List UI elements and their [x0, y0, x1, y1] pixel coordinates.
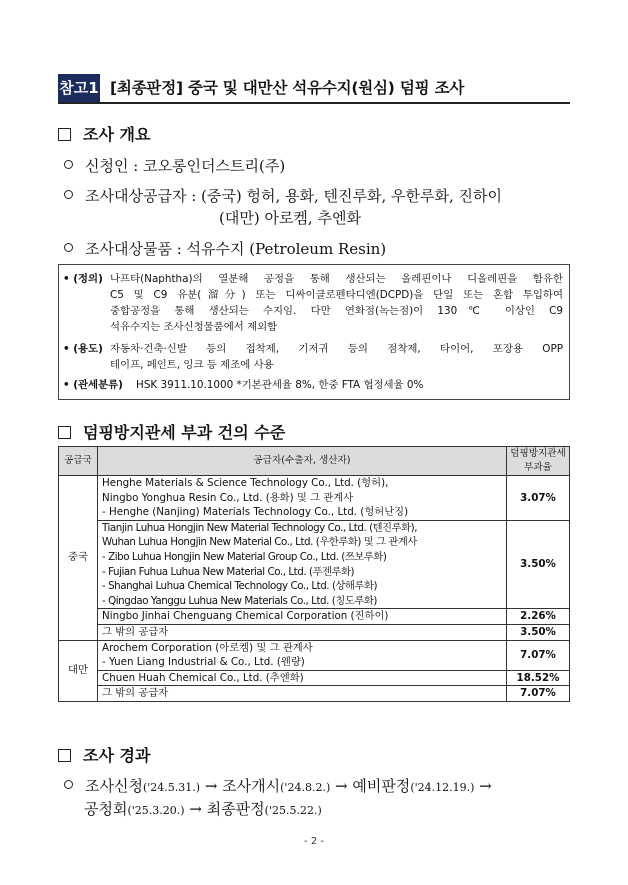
- section-heading-text: 조사 경과: [83, 746, 151, 765]
- supplier-line: - Henghe (Nanjing) Materials Technology Co., Ltd. (헝허난징): [102, 506, 409, 519]
- table-row: [59, 624, 570, 640]
- supplier-line: Chuen Huah Chemical Co., Ltd. (추엔화): [102, 671, 304, 684]
- table-row: [59, 686, 570, 702]
- table-row: [59, 476, 570, 521]
- supplier-cell: [98, 476, 507, 521]
- supplier-line: - Yuen Liang Industrial & Co., Ltd. (웬량): [102, 656, 305, 669]
- usage-line: 테이프, 페인트, 잉크 등 제조에 사용: [110, 359, 274, 371]
- supplier-line: Wuhan Luhua Hongjin New Material Co., Ltd. (우한루화) 및 그 관계사: [102, 536, 417, 549]
- progress-item: [64, 775, 492, 796]
- suppliers-text-line2: (대만) 아로켐, 추엔화: [219, 209, 361, 227]
- supplier-line: 그 밖의 공급자: [102, 687, 169, 700]
- supplier-cell: [98, 640, 507, 670]
- suppliers-text-line1: 조사대상공급자 : (중국) 헝허, 용화, 텐진루화, 우한루화, 진하이: [85, 187, 502, 205]
- table-row: [59, 609, 570, 625]
- supplier-cell: [98, 624, 507, 640]
- supplier-line: Henghe Materials & Science Technology Co., Ltd. (헝허),: [102, 477, 389, 489]
- table-header-row: [59, 447, 570, 476]
- tariff-line: HSK 3911.10.1000 *기본관세율 8%, 한중 FTA 협정세율 0%: [136, 379, 424, 391]
- supplier-cell: [98, 686, 507, 702]
- rate-cell: 3.50%: [507, 624, 570, 640]
- supplier-cell: [98, 520, 507, 609]
- definition-line: C5 및 C9 유분(溜分) 또는 디싸이클로펜타디엔(DCPD)을 단일 또는 혼합 투입하여: [110, 289, 563, 301]
- section-heading-progress: [58, 743, 150, 766]
- progress-step: → 예비판정: [330, 777, 411, 795]
- circle-bullet-icon: [64, 160, 73, 169]
- supplier-line: - Shanghai Luhua Chemical Technology Co., Ltd. (상해루화): [102, 580, 378, 593]
- header-rate-line1: 덤핑방지관세: [510, 448, 566, 459]
- header-supplier: 공급자(수출자, 생산자): [98, 447, 507, 476]
- definition-line: 석유수지는 조사신청물품에서 제외함: [110, 321, 278, 333]
- supplier-cell: [98, 609, 507, 625]
- supplier-line: - Qingdao Yanggu Luhua New Materials Co., Ltd. (칭도루화): [102, 594, 377, 607]
- supplier-line: Tianjin Luhua Hongjin New Material Technology Co., Ltd. (텐진루화),: [102, 521, 418, 534]
- progress-step: 공청회: [84, 800, 128, 818]
- table-row: [59, 640, 570, 670]
- header-rate-line2: 부과율: [524, 462, 552, 473]
- section-heading-duty-level: [58, 420, 285, 443]
- reference-tag: 참고1: [58, 74, 100, 102]
- square-bullet-icon: [58, 426, 71, 439]
- table-row: [59, 670, 570, 686]
- rate-cell: 2.26%: [507, 609, 570, 625]
- supplier-line: 그 밖의 공급자: [102, 625, 169, 638]
- header-rate: [507, 447, 570, 476]
- progress-step: → 최종판정: [184, 800, 265, 818]
- section-heading-text: 조사 개요: [83, 125, 151, 144]
- definition-line: 중합공정을 통해 생산되는 수지임. 다만 연화점(녹는점)이 130℃ 이상인 C9: [110, 305, 563, 317]
- progress-date: ('24.8.2.): [280, 781, 331, 794]
- circle-bullet-icon: [64, 243, 73, 252]
- supplier-line: Ningbo Jinhai Chenguang Chemical Corporation (진하이): [102, 610, 389, 623]
- anti-dumping-duty-table: [58, 446, 570, 702]
- rate-cell: 7.07%: [507, 640, 570, 670]
- supplier-line: - Fujian Fuhua Luhua New Material Co., Ltd. (푸젠루화): [102, 565, 355, 578]
- usage-line: 자동차·건축·신발 등의 접착제, 기저귀 등의 점착제, 타이어, 포장용 OPP: [110, 343, 563, 355]
- square-bullet-icon: [58, 749, 71, 762]
- progress-date: ('25.5.22.): [264, 804, 322, 817]
- table-row: [59, 520, 570, 609]
- circle-bullet-icon: [64, 780, 73, 789]
- document-title-bar: [58, 74, 570, 104]
- supplier-cell: [98, 670, 507, 686]
- section-heading-text: 덤핑방지관세 부과 건의 수준: [83, 423, 286, 442]
- section-heading-overview: [58, 122, 150, 145]
- progress-date: ('25.3.20.): [127, 804, 185, 817]
- supplier-line: Arochem Corporation (아로켐) 및 그 관계사: [102, 641, 313, 654]
- progress-step: → 조사개시: [200, 777, 281, 795]
- rate-cell: 7.07%: [507, 686, 570, 702]
- progress-step: 조사신청: [85, 777, 143, 795]
- usage-label: • (용도): [63, 343, 103, 355]
- page-number: - 2 -: [304, 836, 324, 847]
- circle-bullet-icon: [64, 190, 73, 199]
- progress-date: ('24.5.31.): [142, 781, 201, 794]
- definition-label: • (정의): [63, 273, 103, 285]
- definition-line: 나프타(Naphtha)의 열분해 공정을 통해 생산되는 올레핀이나 디올레핀을 함유한: [110, 273, 563, 285]
- product-item: [64, 238, 386, 259]
- square-bullet-icon: [58, 128, 71, 141]
- applicant-text: 신청인 : 코오롱인더스트리(주): [85, 157, 286, 175]
- country-cell-china: 중국: [59, 476, 98, 641]
- product-text: 조사대상물품 : 석유수지 (Petroleum Resin): [85, 240, 387, 258]
- progress-item-line2: [84, 798, 322, 819]
- rate-cell: 18.52%: [507, 670, 570, 686]
- rate-cell: 3.07%: [507, 476, 570, 521]
- supplier-line: Ningbo Yonghua Resin Co., Ltd. (용화) 및 그 관계사: [102, 491, 354, 504]
- applicant-item: [64, 155, 285, 176]
- product-definition-box: [58, 264, 570, 400]
- suppliers-item: [64, 185, 502, 206]
- country-cell-taiwan: 대만: [59, 640, 98, 701]
- header-country: 공급국: [59, 447, 98, 476]
- page-title: [최종판정] 중국 및 대만산 석유수지(원심) 덤핑 조사: [110, 79, 465, 97]
- progress-date: ('24.12.19.): [410, 781, 475, 794]
- tariff-label: • (관세분류): [63, 379, 123, 391]
- supplier-line: - Zibo Luhua Hongjin New Material Group Co., Ltd. (쯔보루화): [102, 550, 387, 563]
- rate-cell: 3.50%: [507, 520, 570, 609]
- progress-arrow: →: [474, 777, 492, 795]
